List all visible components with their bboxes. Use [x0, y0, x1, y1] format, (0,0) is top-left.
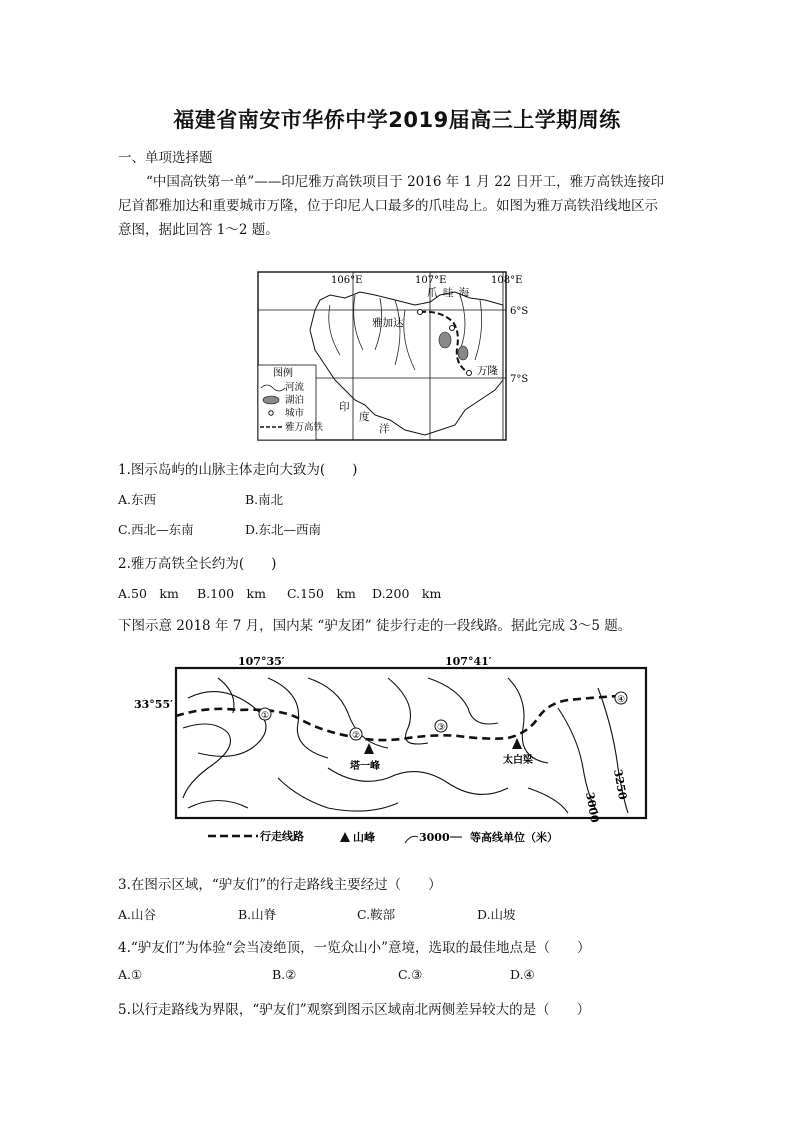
ocean-char-2: 度	[359, 411, 370, 423]
q2-option-a[interactable]: A.50 km	[118, 586, 179, 601]
point-3-label: ③	[437, 723, 446, 733]
java-railway-map	[255, 270, 545, 442]
q4-option-c[interactable]: C.③	[398, 967, 423, 982]
q3-stem: 3.在图示区域，“驴友们”的行走路线主要经过（ ）	[118, 877, 442, 893]
intro-paragraph-2: 下图示意 2018 年 7 月，国内某 “驴友团” 徒步行走的一段线路。据此完成 3～5 题。	[118, 618, 632, 634]
lat-label-7s: 7°S	[510, 374, 529, 385]
river-6	[475, 300, 482, 360]
hiking-route-map	[128, 648, 658, 858]
legend-lake: 湖泊	[285, 395, 305, 406]
coastline	[310, 292, 503, 435]
peak-1-marker	[364, 743, 374, 754]
legend-contour-symbol-left	[405, 836, 418, 843]
intro1-line2: 尼首都雅加达和重要城市万隆，位于印尼人口最多的爪哇岛上。如图为雅万高铁沿线地区示	[118, 198, 658, 214]
q3-option-c[interactable]: C.鞍部	[357, 907, 396, 922]
ocean-char-3: 洋	[379, 423, 390, 435]
lat-label-33-55: 33°55′	[134, 698, 174, 711]
legend-route-label: 行走线路	[260, 830, 304, 843]
q3-option-d[interactable]: D.山坡	[477, 907, 516, 922]
intro1-line1: “中国高铁第一单”——印尼雅万高铁项目于 2016 年 1 月 22 日开工，雅万高铁连接印	[146, 174, 665, 190]
q1-option-d[interactable]: D.东北—西南	[245, 522, 322, 537]
q2-option-b[interactable]: B.100 km	[197, 586, 266, 601]
q1-option-b[interactable]: B.南北	[245, 492, 284, 507]
contour-6	[388, 678, 428, 744]
river-7	[404, 310, 415, 370]
section-heading: 一、单项选择题	[118, 150, 213, 166]
contour-label-3250: 3250	[611, 768, 630, 801]
legend-river: 河流	[285, 382, 305, 393]
q1-option-c[interactable]: C.西北—东南	[118, 522, 194, 537]
lon-label-108: 108°E	[491, 275, 523, 286]
legend-railway: 雅万高铁	[285, 422, 324, 433]
legend-city-symbol	[269, 411, 273, 415]
city-bandung-marker	[467, 371, 472, 376]
lon-label-107-35: 107°35′	[238, 655, 285, 668]
lon-label-107-41: 107°41′	[445, 655, 492, 668]
q3-option-a[interactable]: A.山谷	[118, 907, 157, 922]
point-4-label: ④	[617, 695, 626, 705]
legend-peak-label: 山峰	[353, 831, 375, 844]
contour-9	[508, 678, 548, 763]
ocean-char-1: 印	[339, 401, 350, 413]
contour-label-3000: 3000	[583, 791, 602, 824]
page-title: 福建省南安市华侨中学2019届高三上学期周练	[173, 108, 621, 132]
lon-label-106: 106°E	[331, 275, 363, 286]
intro1-line3: 意图，据此回答 1～2 题。	[118, 222, 279, 238]
contour-7	[428, 678, 498, 724]
river-1	[329, 305, 340, 355]
q1-stem: 1.图示岛屿的山脉主体走向大致为( )	[118, 462, 358, 478]
city-bandung-label: 万隆	[477, 365, 498, 377]
lat-label-6s: 6°S	[510, 306, 529, 317]
q2-option-c[interactable]: C.150 km	[287, 586, 356, 601]
point-2-label: ②	[352, 731, 361, 741]
peak-2-marker	[512, 738, 522, 749]
lake-1	[439, 332, 451, 348]
hiking-route	[176, 696, 618, 740]
lon-label-107: 107°E	[415, 275, 447, 286]
peak-2-label: 太白梁	[503, 755, 533, 766]
q2-option-d[interactable]: D.200 km	[372, 586, 442, 601]
legend-peak-symbol	[340, 832, 350, 842]
legend-city: 城市	[285, 408, 305, 419]
contour-11	[188, 801, 248, 809]
q4-option-b[interactable]: B.②	[272, 967, 297, 982]
river-5	[460, 295, 465, 350]
city-jakarta-label: 雅加达	[372, 317, 404, 329]
sea-label: 爪 哇 海	[427, 287, 471, 299]
q2-stem: 2.雅万高铁全长约为( )	[118, 556, 277, 572]
contour-2	[183, 724, 231, 798]
legend-contour-label: 等高线单位（米）	[470, 831, 558, 844]
legend-title: 图例	[273, 368, 293, 379]
contour-10	[528, 788, 568, 813]
contour-4	[308, 678, 388, 748]
q1-option-a[interactable]: A.东西	[118, 492, 157, 507]
city-jakarta-marker	[418, 310, 423, 315]
legend-lake-symbol	[263, 396, 279, 404]
q4-option-d[interactable]: D.④	[510, 967, 535, 982]
contour-8	[278, 778, 398, 811]
peak-1-label: 塔一峰	[350, 761, 380, 772]
q3-option-b[interactable]: B.山脊	[238, 907, 277, 922]
q4-option-a[interactable]: A.①	[118, 967, 143, 982]
q4-stem: 4.“驴友们”为体验“会当凌绝顶，一览众山小”意境，选取的最佳地点是（ ）	[118, 940, 591, 956]
q5-stem: 5.以行走路线为界限，“驴友们”观察到图示区域南北两侧差异较大的是（ ）	[118, 1002, 591, 1018]
point-1-label: ①	[261, 711, 270, 721]
lake-2	[458, 346, 468, 360]
city-marker-2	[450, 326, 455, 331]
legend-contour-value: 3000	[419, 831, 450, 844]
river-2	[354, 295, 363, 350]
intro-paragraph-1	[118, 170, 678, 242]
